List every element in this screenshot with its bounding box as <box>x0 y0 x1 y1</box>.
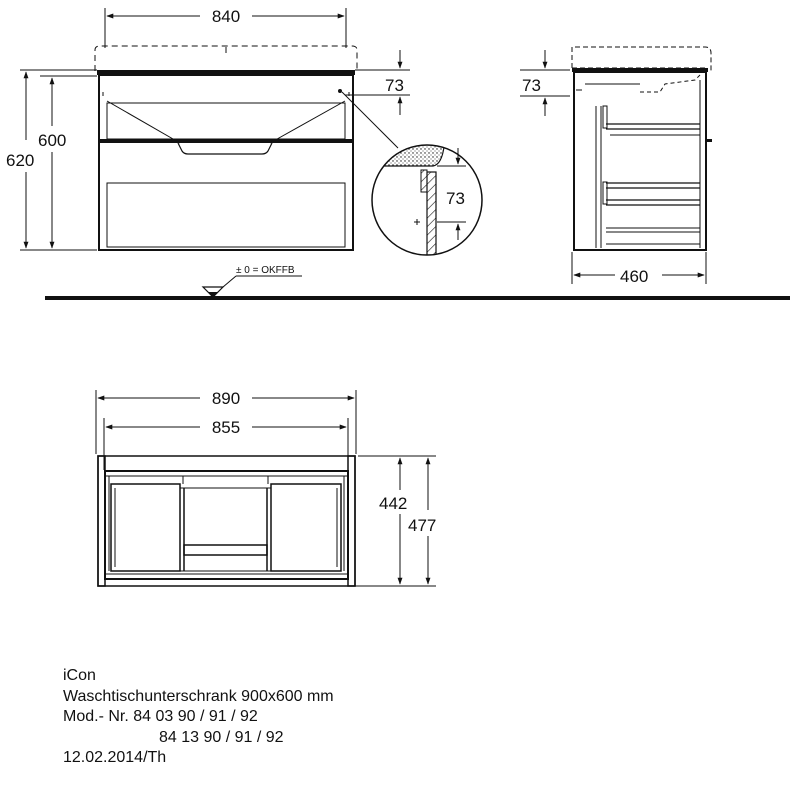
floor-reference <box>45 265 790 300</box>
dim-73-side-label: 73 <box>522 76 541 95</box>
caption-model-line1: Mod.- Nr. 84 03 90 / 91 / 92 <box>63 708 258 725</box>
caption-date: 12.02.2014/Th <box>63 749 167 766</box>
dim-855-label: 855 <box>211 418 241 437</box>
front-lower-drawer <box>107 183 345 247</box>
dim-top-depths <box>352 456 436 586</box>
caption-model-line2: 84 13 90 / 91 / 92 <box>159 728 284 746</box>
top-siphon-cutout <box>180 488 271 571</box>
detail-view <box>370 130 482 262</box>
dim-840-label: 840 <box>211 7 241 26</box>
dim-600-label: 600 <box>38 131 67 150</box>
side-cabinet-body <box>574 72 706 250</box>
dim-460 <box>572 252 706 286</box>
dim-height <box>6 70 97 250</box>
dim-73-front-label: 73 <box>385 76 404 95</box>
front-drawer-divider <box>99 139 353 143</box>
front-diagonal-right <box>270 101 345 143</box>
caption-block <box>63 666 334 769</box>
front-cabinet-body <box>99 75 353 250</box>
dim-840 <box>105 7 346 48</box>
caption-description: Waschtischunterschrank 900x600 mm <box>63 687 334 705</box>
front-handle-recess <box>178 143 272 154</box>
dim-73-side <box>520 50 570 116</box>
dim-top-widths <box>96 389 356 470</box>
caption-product: iCon <box>63 667 96 684</box>
side-view <box>572 47 712 250</box>
dim-620-label: 620 <box>6 151 35 170</box>
dim-890-label: 890 <box>211 389 241 408</box>
dim-477-label: 477 <box>408 516 437 535</box>
detail-panel <box>427 172 436 262</box>
dim-442-label: 442 <box>379 494 408 513</box>
dim-460-label: 460 <box>620 267 649 286</box>
front-view <box>95 46 357 250</box>
front-diagonal-left <box>107 101 180 143</box>
top-inner-body <box>105 471 348 579</box>
floor-line <box>45 296 790 300</box>
top-view <box>98 456 355 586</box>
dim-73-detail-label: 73 <box>446 189 465 208</box>
floor-label: ± 0 = OKFFB <box>236 265 295 276</box>
